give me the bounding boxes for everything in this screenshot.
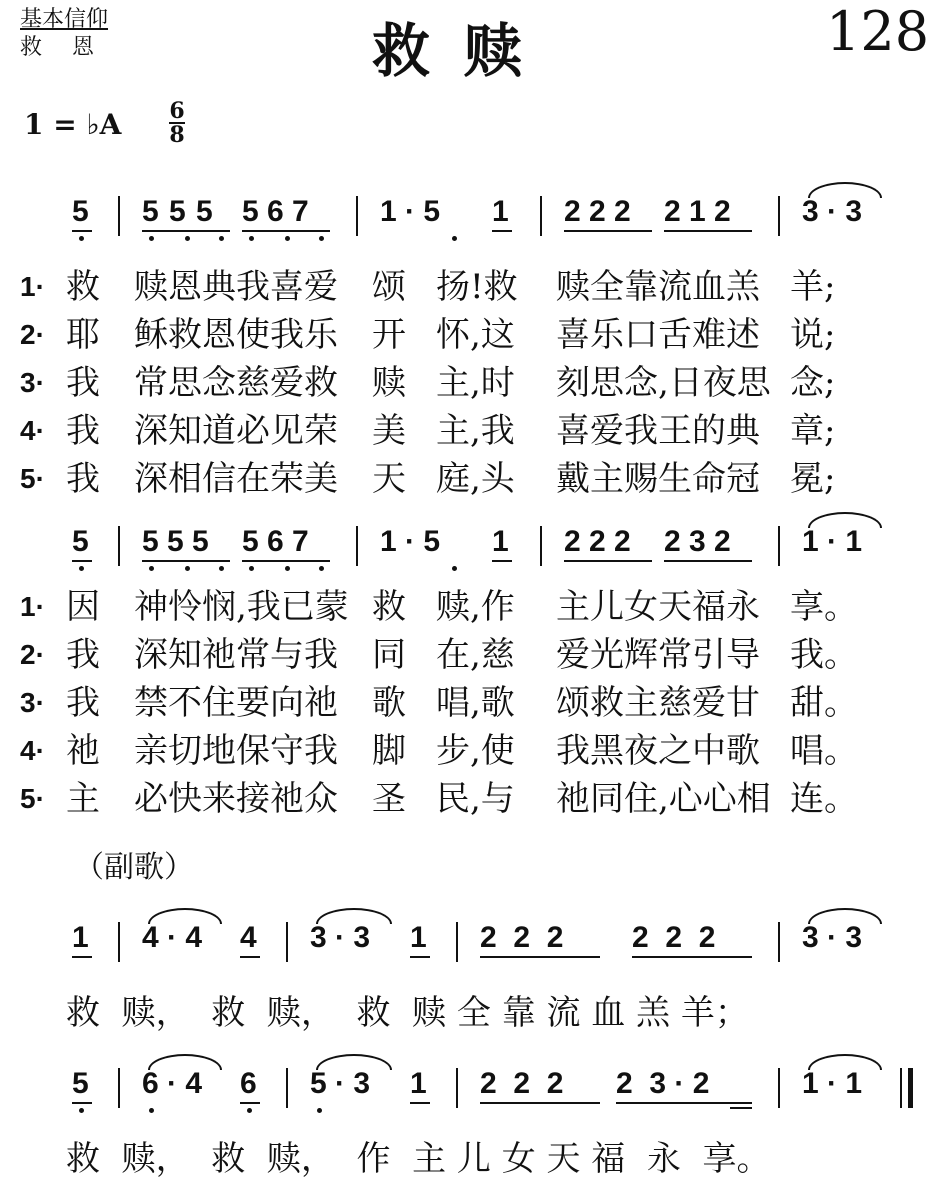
lyric-segment: 甜。	[790, 683, 858, 723]
score-row-2	[0, 522, 944, 572]
note-group: 5	[72, 195, 89, 228]
verse-number: 4·	[20, 735, 45, 766]
note-group: 2 3 2	[664, 525, 731, 558]
lyric-segment: 美	[372, 411, 406, 451]
lyric-segment: 章;	[790, 411, 836, 451]
low-dot	[185, 566, 190, 571]
lyric-segment: 我	[66, 411, 100, 451]
final-barline-thick	[908, 1068, 913, 1108]
note-group: 3 · 3	[802, 921, 863, 954]
low-dot	[285, 566, 290, 571]
lyric-segment: 冕;	[790, 459, 836, 499]
underline	[664, 230, 752, 232]
lyric-segment: 庭,头	[436, 459, 515, 499]
verse-line	[0, 680, 944, 726]
underline	[72, 956, 92, 958]
underline	[664, 560, 752, 562]
lyric-segment: 天	[372, 459, 406, 499]
note-group: 1	[410, 1067, 427, 1100]
lyric-segment: 说;	[790, 315, 836, 355]
lyric-segment: 我	[66, 459, 100, 499]
chorus-lyric-text: 救 赎， 救 赎， 作 主 儿 女 天 福 永 享。	[66, 1139, 771, 1179]
score-row-1	[0, 192, 944, 242]
underline	[72, 230, 92, 232]
lyric-segment: 在,慈	[436, 635, 515, 675]
note-group: 2 2 2	[564, 525, 631, 558]
note-group: 1 · 5	[380, 525, 441, 558]
barline	[356, 196, 358, 236]
lyric-segment: 主	[66, 779, 100, 819]
underline	[242, 230, 330, 232]
low-dot	[249, 566, 254, 571]
lyric-segment: 同	[372, 635, 406, 675]
lyric-segment: 圣	[372, 779, 406, 819]
hymn-number: 128	[826, 0, 930, 63]
time-sig-top: 6	[169, 98, 185, 124]
verse-number: 3·	[20, 687, 45, 718]
note-group: 1 · 5	[380, 195, 441, 228]
lyric-segment: 耶	[66, 315, 100, 355]
lyric-segment: 祂	[66, 731, 100, 771]
barline	[118, 526, 120, 566]
lyric-segment: 连。	[790, 779, 858, 819]
note-group: 5	[72, 525, 89, 558]
verse-line	[0, 456, 944, 502]
note-group: 6 · 4	[142, 1067, 203, 1100]
verse-line	[0, 312, 944, 358]
note-group: 2 1 2	[664, 195, 731, 228]
underline	[632, 956, 752, 958]
barline	[286, 922, 288, 962]
verse-number: 1·	[20, 271, 45, 302]
note-group: 6	[240, 1067, 257, 1100]
lyric-segment: 深相信在荣美	[134, 459, 338, 499]
note-group: 2 2 2	[632, 921, 716, 954]
lyric-segment: 开	[372, 315, 406, 355]
lyric-segment: 我	[66, 363, 100, 403]
lyric-segment: 刻思念,日夜思	[556, 363, 771, 403]
key-signature: 1 = ♭A	[24, 108, 122, 141]
note-group: 4	[240, 921, 257, 954]
lyric-segment: 深知祂常与我	[134, 635, 338, 675]
low-dot	[249, 236, 254, 241]
verse-line	[0, 408, 944, 454]
barline	[778, 1068, 780, 1108]
underline	[240, 1102, 260, 1104]
underline	[240, 956, 260, 958]
note-group: 1	[410, 921, 427, 954]
lyric-segment: 羊;	[790, 267, 836, 307]
low-dot	[79, 236, 84, 241]
lyric-segment: 我黑夜之中歌	[556, 731, 760, 771]
low-dot	[285, 236, 290, 241]
lyric-segment: 必快来接祂众	[134, 779, 338, 819]
lyric-segment: 唱,歌	[436, 683, 515, 723]
verse-line	[0, 776, 944, 822]
lyric-segment: 念;	[790, 363, 836, 403]
barline	[778, 526, 780, 566]
category-line2: 救恩	[20, 35, 125, 60]
note-group: 5 5 5	[142, 525, 209, 558]
lyric-segment: 享。	[790, 587, 858, 627]
low-dot	[452, 236, 457, 241]
lyric-segment: 喜乐口舌难述	[556, 315, 760, 355]
low-dot	[219, 566, 224, 571]
note-group: 1 · 1	[802, 525, 863, 558]
lyric-segment: 戴主赐生命冠	[556, 459, 760, 499]
lyric-segment: 颂救主慈爱甘	[556, 683, 760, 723]
barline	[778, 922, 780, 962]
low-dot	[452, 566, 457, 571]
barline	[286, 1068, 288, 1108]
category-label	[20, 6, 124, 62]
lyric-segment: 步,使	[436, 731, 515, 771]
lyric-segment: 赎全靠流血羔	[556, 267, 760, 307]
note-group: 5 5 5	[142, 195, 213, 228]
barline	[118, 196, 120, 236]
lyric-segment: 赎,作	[436, 587, 515, 627]
underline	[564, 560, 652, 562]
barline	[456, 922, 458, 962]
score-row-4	[0, 1064, 944, 1114]
chorus-lyrics-1	[0, 990, 944, 1036]
note-group: 2 2 2	[480, 1067, 564, 1100]
low-dot	[219, 236, 224, 241]
lyric-segment: 常思念慈爱救	[134, 363, 338, 403]
barline	[118, 922, 120, 962]
lyric-segment: 稣救恩使我乐	[134, 315, 338, 355]
lyric-segment: 深知道必见荣	[134, 411, 338, 451]
low-dot	[149, 566, 154, 571]
chorus-lyrics-2	[0, 1136, 944, 1182]
lyric-segment: 喜爱我王的典	[556, 411, 760, 451]
underline	[480, 956, 600, 958]
note-group: 5 · 3	[310, 1067, 371, 1100]
low-dot	[319, 236, 324, 241]
barline	[540, 526, 542, 566]
underline	[480, 1102, 600, 1104]
hymn-title: 救赎	[372, 17, 557, 85]
underline	[492, 560, 512, 562]
time-signature	[166, 100, 188, 146]
category-line1: 基本信仰	[20, 7, 109, 32]
barline	[456, 1068, 458, 1108]
lyric-segment: 爱光辉常引导	[556, 635, 760, 675]
low-dot	[79, 566, 84, 571]
lyric-segment: 因	[66, 587, 100, 627]
verse-line	[0, 360, 944, 406]
verse-number: 2·	[20, 319, 45, 350]
low-dot	[149, 236, 154, 241]
underline	[142, 560, 230, 562]
underline	[616, 1102, 752, 1104]
low-dot	[149, 1108, 154, 1113]
barline	[118, 1068, 120, 1108]
lyric-segment: 禁不住要向祂	[134, 683, 338, 723]
low-dot	[319, 566, 324, 571]
low-dot	[185, 236, 190, 241]
underline	[564, 230, 652, 232]
lyric-segment: 赎	[372, 363, 406, 403]
note-group: 3 · 3	[310, 921, 371, 954]
lyric-segment: 扬!救	[436, 267, 518, 307]
underline	[492, 230, 512, 232]
lyric-segment: 怀,这	[436, 315, 515, 355]
lyric-segment: 我	[66, 683, 100, 723]
lyric-segment: 主,时	[436, 363, 515, 403]
barline	[356, 526, 358, 566]
score-row-3	[0, 918, 944, 968]
lyric-segment: 脚	[372, 731, 406, 771]
note-group: 5 6 7	[242, 525, 309, 558]
lyric-segment: 我。	[790, 635, 858, 675]
note-group: 1	[492, 195, 509, 228]
note-group: 2 3 · 2	[616, 1067, 710, 1100]
lyric-segment: 民,与	[436, 779, 515, 819]
note-group: 1	[492, 525, 509, 558]
double-underline	[730, 1107, 752, 1109]
lyric-segment: 我	[66, 635, 100, 675]
lyric-segment: 唱。	[790, 731, 858, 771]
final-barline-thin	[900, 1068, 902, 1108]
verse-line	[0, 632, 944, 678]
underline	[410, 1102, 430, 1104]
lyric-segment: 颂	[372, 267, 406, 307]
chorus-label: （副歌）	[74, 850, 194, 885]
underline	[72, 560, 92, 562]
lyric-segment: 救	[66, 267, 100, 307]
note-group: 5 6 7	[242, 195, 309, 228]
verse-line	[0, 728, 944, 774]
note-group: 3 · 3	[802, 195, 863, 228]
lyric-segment: 歌	[372, 683, 406, 723]
lyric-segment: 祂同住,心心相	[556, 779, 771, 819]
note-group: 4 · 4	[142, 921, 203, 954]
low-dot	[79, 1108, 84, 1113]
verse-number: 3·	[20, 367, 45, 398]
underline	[72, 1102, 92, 1104]
verse-number: 4·	[20, 415, 45, 446]
underline	[410, 956, 430, 958]
note-group: 1	[72, 921, 89, 954]
time-sig-bottom: 8	[169, 122, 185, 148]
verse-line	[0, 264, 944, 310]
lyric-segment: 亲切地保守我	[134, 731, 338, 771]
verse-number: 5·	[20, 783, 45, 814]
note-group: 1 · 1	[802, 1067, 863, 1100]
chorus-lyric-text: 救 赎， 救 赎， 救 赎 全 靠 流 血 羔 羊；	[66, 993, 749, 1033]
note-group: 5	[72, 1067, 89, 1100]
barline	[540, 196, 542, 236]
underline	[142, 230, 230, 232]
barline	[778, 196, 780, 236]
note-group: 2 2 2	[480, 921, 564, 954]
lyric-segment: 赎恩典我喜爱	[134, 267, 338, 307]
verse-number: 1·	[20, 591, 45, 622]
low-dot	[247, 1108, 252, 1113]
verse-line	[0, 584, 944, 630]
underline	[242, 560, 330, 562]
lyric-segment: 主,我	[436, 411, 515, 451]
note-group: 2 2 2	[564, 195, 631, 228]
verse-number: 5·	[20, 463, 45, 494]
verse-number: 2·	[20, 639, 45, 670]
lyric-segment: 神怜悯,我已蒙	[134, 587, 349, 627]
lyric-segment: 主儿女天福永	[556, 587, 760, 627]
low-dot	[317, 1108, 322, 1113]
lyric-segment: 救	[372, 587, 406, 627]
